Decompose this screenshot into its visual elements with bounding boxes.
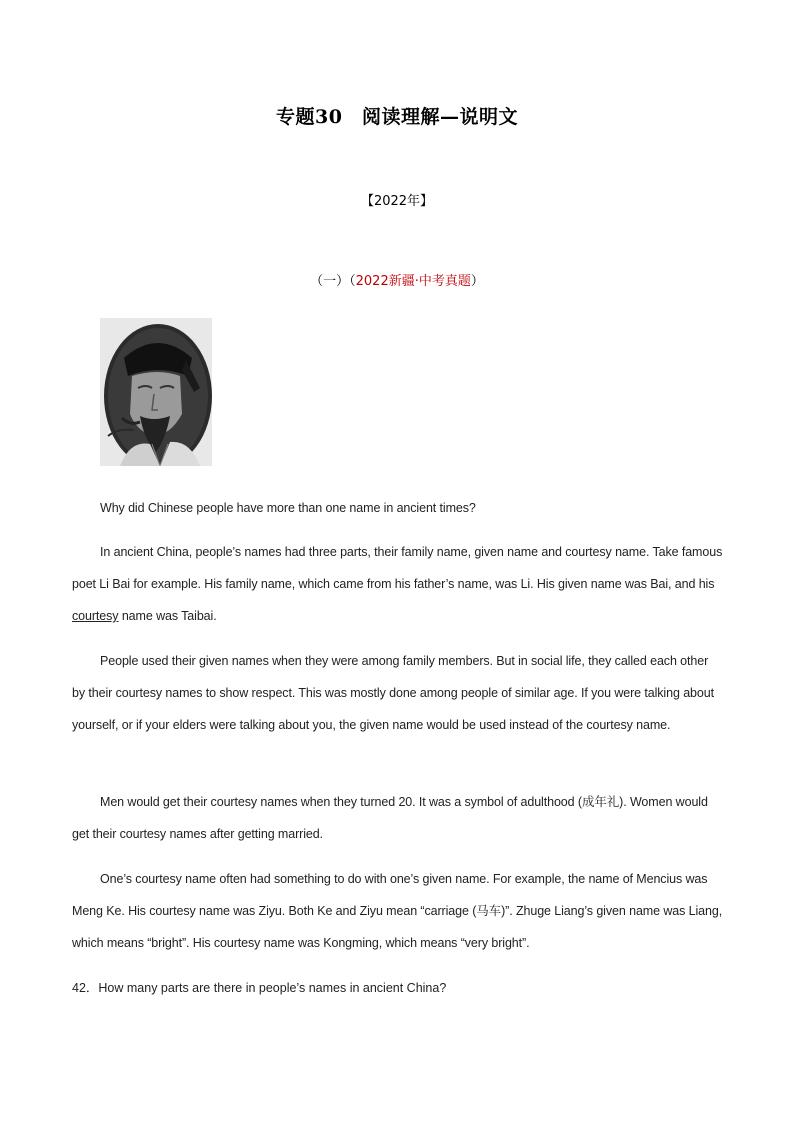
- paragraph-3: [72, 786, 724, 850]
- paragraph-3-text: Men would get their courtesy names when they turned 20. It was a symbol of adulthood (成年礼). Women would get their courtesy names after getting married.: [72, 795, 708, 841]
- paragraph-2: [72, 645, 724, 741]
- question-intro-text: Why did Chinese people have more than one name in ancient times?: [100, 501, 476, 515]
- section-heading: [0, 270, 794, 289]
- li-bai-portrait-image: [100, 318, 212, 466]
- paragraph-4: [72, 863, 724, 959]
- paragraph-4-text: One’s courtesy name often had something to do with one’s given name. For example, the name of Mencius was Meng Ke. His courtesy name was Ziyu. Both Ke and Ziyu mean “carriage (马车)”. Zhuge Liang’s given name was Liang, which means “bright”. His courtesy name was Kongming, which means “very bright”.: [72, 872, 723, 950]
- question-42: 42．How many parts are there in people’s names in ancient China?: [72, 981, 447, 995]
- section-prefix: （一）（: [310, 274, 356, 289]
- paragraph-1-text-a: In ancient China, people’s names had three parts, their family name, given name and courtesy name. Take famous poet Li Bai for example. His family name, which came from his father’s name, was Li. His given name was Bai, and his: [72, 545, 723, 591]
- paragraph-1-text-b: name was Taibai.: [118, 609, 217, 623]
- section-suffix: ）: [470, 274, 484, 289]
- page-title: 专题30 阅读理解—说明文: [276, 106, 518, 128]
- section-source: 2022新疆·中考真题: [355, 274, 471, 289]
- year-label: 【2022年】: [360, 194, 434, 209]
- paragraph-1: [72, 536, 724, 632]
- courtesy-underlined-word: courtesy: [72, 609, 119, 623]
- question-intro: [72, 492, 724, 524]
- paragraph-2-text: People used their given names when they were among family members. But in social life, they called each other by their courtesy names to show respect. This was mostly done among people of similar age. If you were talking about yourself, or if your elders were talking about you, the given name would be used instead of the courtesy name.: [72, 654, 714, 732]
